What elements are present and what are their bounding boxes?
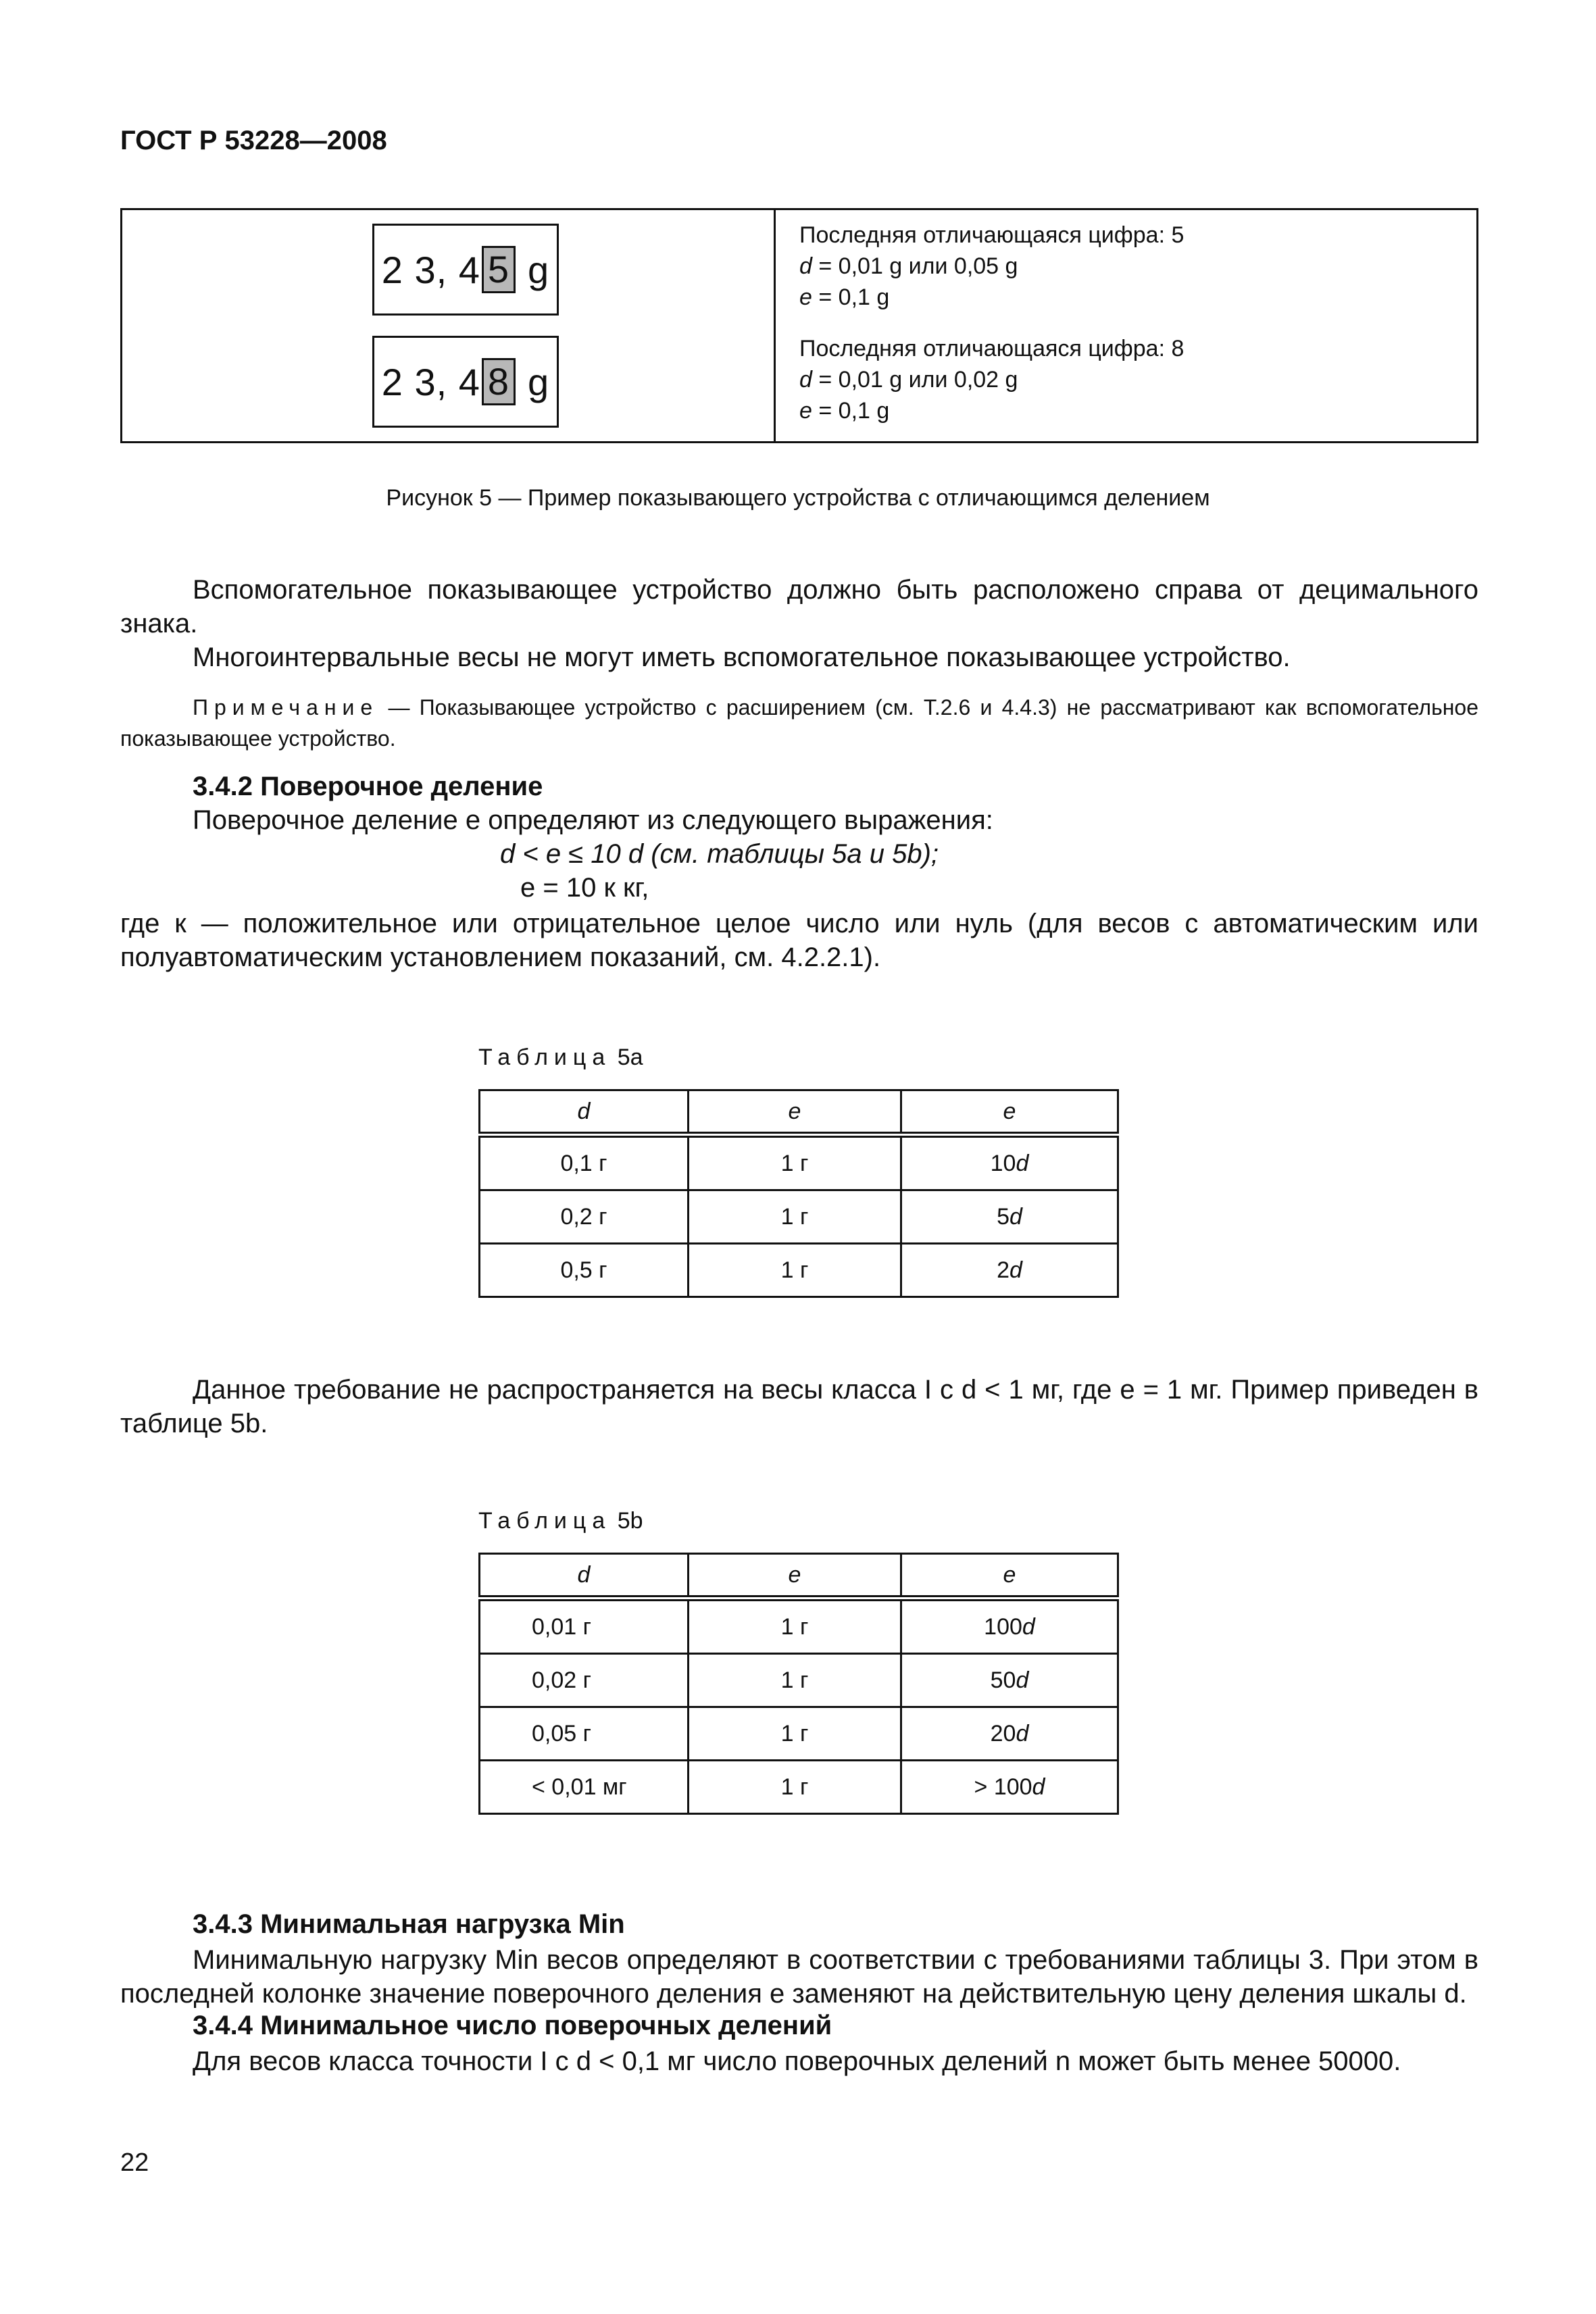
indicator-display-2	[372, 336, 559, 428]
last-digit-line: Последняя отличающаяся цифра: 5	[799, 222, 1184, 248]
document-header: ГОСТ Р 53228—2008	[120, 126, 387, 155]
d-line: d = 0,01 g или 0,02 g	[799, 367, 1018, 393]
table-cell: 100d	[901, 1599, 1118, 1654]
section-3-4-4-heading: 3.4.4 Минимальное число поверочных делений	[193, 2011, 832, 2040]
table-cell: 1 г	[689, 1654, 901, 1707]
table-row	[480, 1190, 1118, 1244]
table-cell: 20d	[901, 1707, 1118, 1761]
table-cell: 1 г	[689, 1599, 901, 1654]
table-cell: 10d	[901, 1135, 1118, 1190]
formula-2: e = 10 к кг,	[520, 873, 649, 903]
note-label: Примечание	[193, 695, 379, 720]
header-cell: e	[689, 1554, 901, 1599]
table-5b-caption: Таблица 5b	[478, 1508, 643, 1534]
table-row	[480, 1761, 1118, 1814]
table-cell: 0,1 г	[480, 1135, 689, 1190]
table-cell: 1 г	[689, 1707, 901, 1761]
table-cell: > 100d	[901, 1761, 1118, 1814]
section-3-4-3-heading: 3.4.3 Минимальная нагрузка Min	[193, 1909, 625, 1939]
paragraph-class-i: Данное требование не распространяется на весы класса I с d < 1 мг, где e = 1 мг. Пример приведен в таблице 5b.	[120, 1375, 1478, 1438]
table-row	[480, 1654, 1118, 1707]
header-cell: d	[480, 1090, 689, 1135]
table-row	[480, 1707, 1118, 1761]
table-cell: 1 г	[689, 1244, 901, 1297]
figure-description-1	[799, 220, 1184, 313]
table-cell: 0,02 г	[480, 1654, 689, 1707]
highlighted-digit: 5	[482, 246, 516, 293]
display-unit: g	[528, 360, 550, 403]
page-number: 22	[120, 2148, 149, 2177]
paragraph-aux-display: Вспомогательное показывающее устройство должно быть расположено справа от децимального знака.	[120, 575, 1478, 638]
e-line: e = 0,1 g	[799, 284, 890, 310]
table-cell: 0,01 г	[480, 1599, 689, 1654]
display-unit: g	[528, 248, 550, 291]
table-row	[480, 1599, 1118, 1654]
figure-caption: Рисунок 5 — Пример показывающего устройства с отличающимся делением	[386, 485, 1210, 511]
table-cell: 1 г	[689, 1761, 901, 1814]
indicator-display-1	[372, 224, 559, 316]
header-cell: d	[480, 1554, 689, 1599]
section-3-4-2-intro: Поверочное деление e определяют из следующего выражения:	[193, 805, 993, 835]
note	[120, 692, 1478, 754]
section-3-4-3-text: Минимальную нагрузку Min весов определяют в соответствии с требованиями таблицы 3. При этом в последней колонке значение поверочного деления e заменяют на действительную цену деления шкалы d.	[120, 1945, 1478, 2009]
table-cell: < 0,01 мг	[480, 1761, 689, 1814]
d-line: d = 0,01 g или 0,05 g	[799, 253, 1018, 279]
table-cell: 50d	[901, 1654, 1118, 1707]
last-digit-line: Последняя отличающаяся цифра: 8	[799, 336, 1184, 361]
figure-5	[120, 208, 1478, 443]
table-cell: 0,5 г	[480, 1244, 689, 1297]
table-cell: 1 г	[689, 1190, 901, 1244]
table-cell: 5d	[901, 1190, 1118, 1244]
table-5b	[478, 1553, 1119, 1815]
table-5a	[478, 1089, 1119, 1298]
section-3-4-4-text: Для весов класса точности I с d < 0,1 мг число поверочных делений n может быть менее 50000.	[193, 2046, 1401, 2076]
table-cell: 2d	[901, 1244, 1118, 1297]
formula-1: d < e ≤ 10 d (см. таблицы 5а и 5b);	[500, 839, 939, 869]
table-5a-caption: Таблица 5а	[478, 1045, 643, 1070]
figure-description-2	[799, 333, 1184, 426]
table-cell: 1 г	[689, 1135, 901, 1190]
display-value: 2 3, 4	[381, 360, 480, 403]
display-value: 2 3, 4	[381, 248, 480, 291]
paragraph-multi-interval: Многоинтервальные весы не могут иметь вспомогательное показывающее устройство.	[193, 643, 1291, 672]
e-line: e = 0,1 g	[799, 398, 890, 424]
header-cell: e	[901, 1090, 1118, 1135]
table-row	[480, 1135, 1118, 1190]
table-header-row	[480, 1090, 1118, 1135]
highlighted-digit: 8	[482, 358, 516, 405]
header-cell: e	[901, 1554, 1118, 1599]
table-cell: 0,2 г	[480, 1190, 689, 1244]
table-row	[480, 1244, 1118, 1297]
section-3-4-2-heading: 3.4.2 Поверочное деление	[193, 772, 543, 801]
table-cell: 0,05 г	[480, 1707, 689, 1761]
figure-divider	[774, 210, 776, 441]
note-text: — Показывающее устройство с расширением (см. Т.2.6 и 4.4.3) не рассматривают как вспомогательное показывающее устройство.	[120, 695, 1478, 751]
header-cell: e	[689, 1090, 901, 1135]
section-3-4-2-where: где к — положительное или отрицательное целое число или нуль (для весов с автоматическим или полуавтоматическим установлением показаний, см. 4.2.2.1).	[120, 909, 1478, 972]
table-header-row	[480, 1554, 1118, 1599]
